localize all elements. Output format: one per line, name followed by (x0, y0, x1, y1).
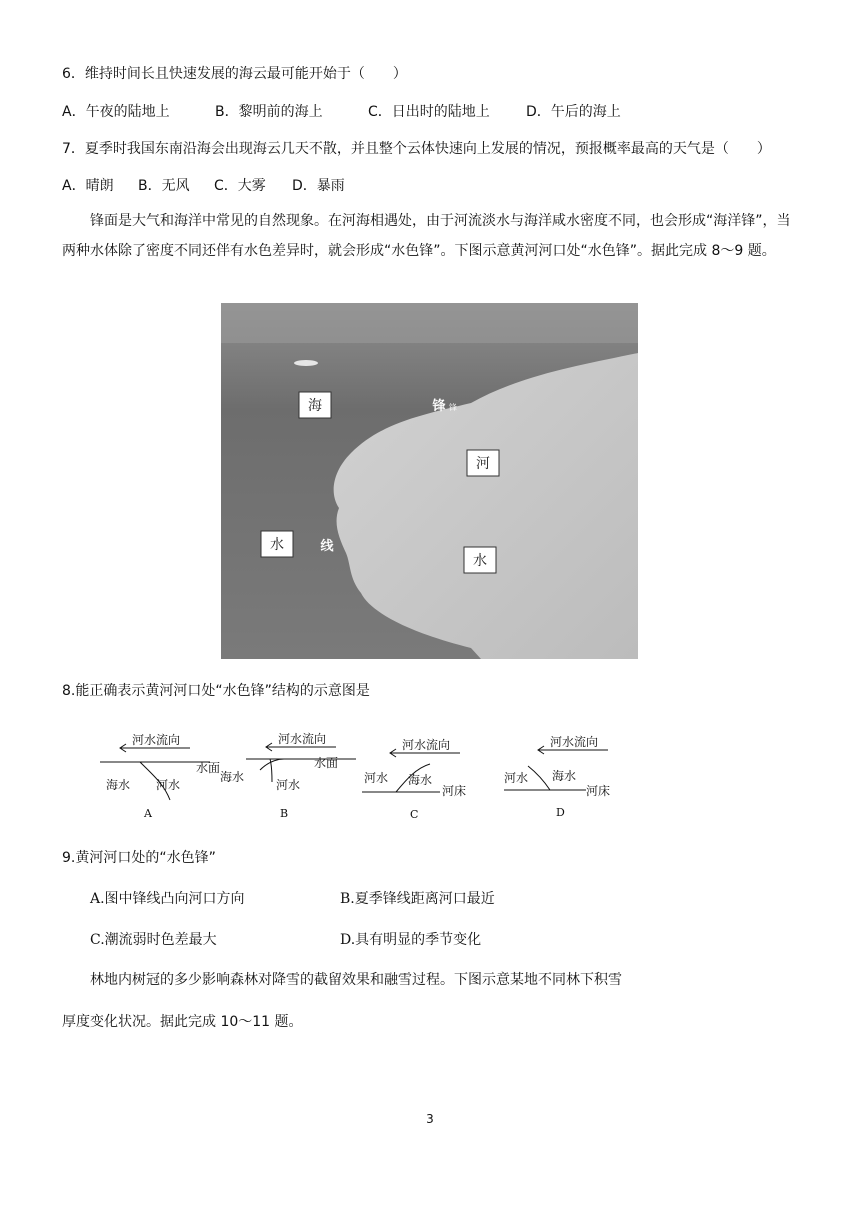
diagram-b-left-label: 海水 (220, 770, 245, 784)
q9-option-b: B.夏季锋线距离河口最近 (340, 891, 495, 907)
diagram-c (362, 737, 466, 821)
diagram-d (504, 734, 610, 819)
q7-option-b: B．无风 (138, 178, 190, 194)
passage-snow-line2: 厚度变化状况。据此完成 10～11 题。 (62, 1014, 303, 1030)
q9-stem: 9.黄河河口处的“水色锋” (62, 850, 216, 866)
diagram-c-flow-label: 河水流向 (402, 738, 451, 752)
diagram-d-flow-label: 河水流向 (550, 735, 599, 749)
diagram-a-surface-label: 水面 (196, 761, 221, 775)
q7-option-a: A．晴朗 (62, 178, 114, 194)
q9-option-c: C.潮流弱时色差最大 (90, 932, 217, 948)
q6-option-b: B．黎明前的海上 (215, 104, 323, 120)
water-color-front-photo (221, 303, 638, 659)
diagram-b-flow-label: 河水流向 (278, 732, 327, 746)
diagram-c-left-label: 河水 (364, 771, 389, 785)
diagram-a-right-label: 河水 (156, 778, 181, 792)
photo-label-front: 锋 (432, 399, 446, 414)
q9-option-a: A.图中锋线凸向河口方向 (90, 891, 245, 907)
diagram-c-right-label: 海水 (408, 773, 433, 787)
q6-option-d: D．午后的海上 (526, 104, 621, 120)
diagram-d-letter: D (556, 806, 565, 819)
diagram-c-bed-label: 河床 (442, 784, 467, 798)
q9-option-d: D.具有明显的季节变化 (340, 932, 482, 948)
photo-label-water: 水 (270, 537, 284, 553)
photo-label-sea: 海 (308, 398, 322, 414)
diagram-d-right-label: 海水 (552, 769, 577, 783)
diagram-c-letter: C (410, 808, 419, 821)
passage-water-color-front: 锋面是大气和海洋中常见的自然现象。在河海相遇处，由于河流淡水与海洋咸水密度不同，也会形成“海洋锋”，当两种水体除了密度不同还伴有水色差异时，就会形成“水色锋”。下图示意黄河河口处“水色锋”。据此完成 8～9 题。 (62, 213, 791, 259)
photo-label-river: 河 (476, 456, 490, 472)
diagram-b (220, 731, 356, 820)
q8-stem: 8.能正确表示黄河河口处“水色锋”结构的示意图是 (62, 683, 370, 699)
diagram-b-surface-label: 水面 (314, 756, 339, 770)
front-structure-diagrams (80, 722, 640, 828)
diagram-a (100, 732, 220, 820)
diagram-a-letter: A (144, 807, 152, 820)
q6-option-a: A．午夜的陆地上 (62, 104, 170, 120)
q7-option-d: D．暴雨 (292, 178, 345, 194)
photo-label-water-2: 水 (473, 553, 487, 569)
photo-label-line: 线 (320, 539, 334, 554)
photo-label-front-small: 锋 (449, 403, 457, 412)
diagram-a-flow-label: 河水流向 (132, 733, 181, 747)
page-number: 3 (426, 1112, 434, 1126)
q6-option-c: C．日出时的陆地上 (368, 104, 490, 120)
diagram-a-left-label: 海水 (106, 778, 131, 792)
diagram-b-right-label: 河水 (276, 778, 301, 792)
diagram-d-left-label: 河水 (504, 771, 529, 785)
diagram-d-bed-label: 河床 (586, 784, 611, 798)
passage-snow-line1: 林地内树冠的多少影响森林对降雪的截留效果和融雪过程。下图示意某地不同林下积雪 (90, 972, 622, 988)
q6-stem: 6．维持时间长且快速发展的海云最可能开始于（ ） (62, 66, 407, 82)
q7-option-c: C．大雾 (214, 178, 266, 194)
diagram-b-letter: B (280, 807, 289, 820)
q7-stem: 7．夏季时我国东南沿海会出现海云几天不散，并且整个云体快速向上发展的情况，预报概率最高的天气是（ ） (62, 141, 771, 157)
